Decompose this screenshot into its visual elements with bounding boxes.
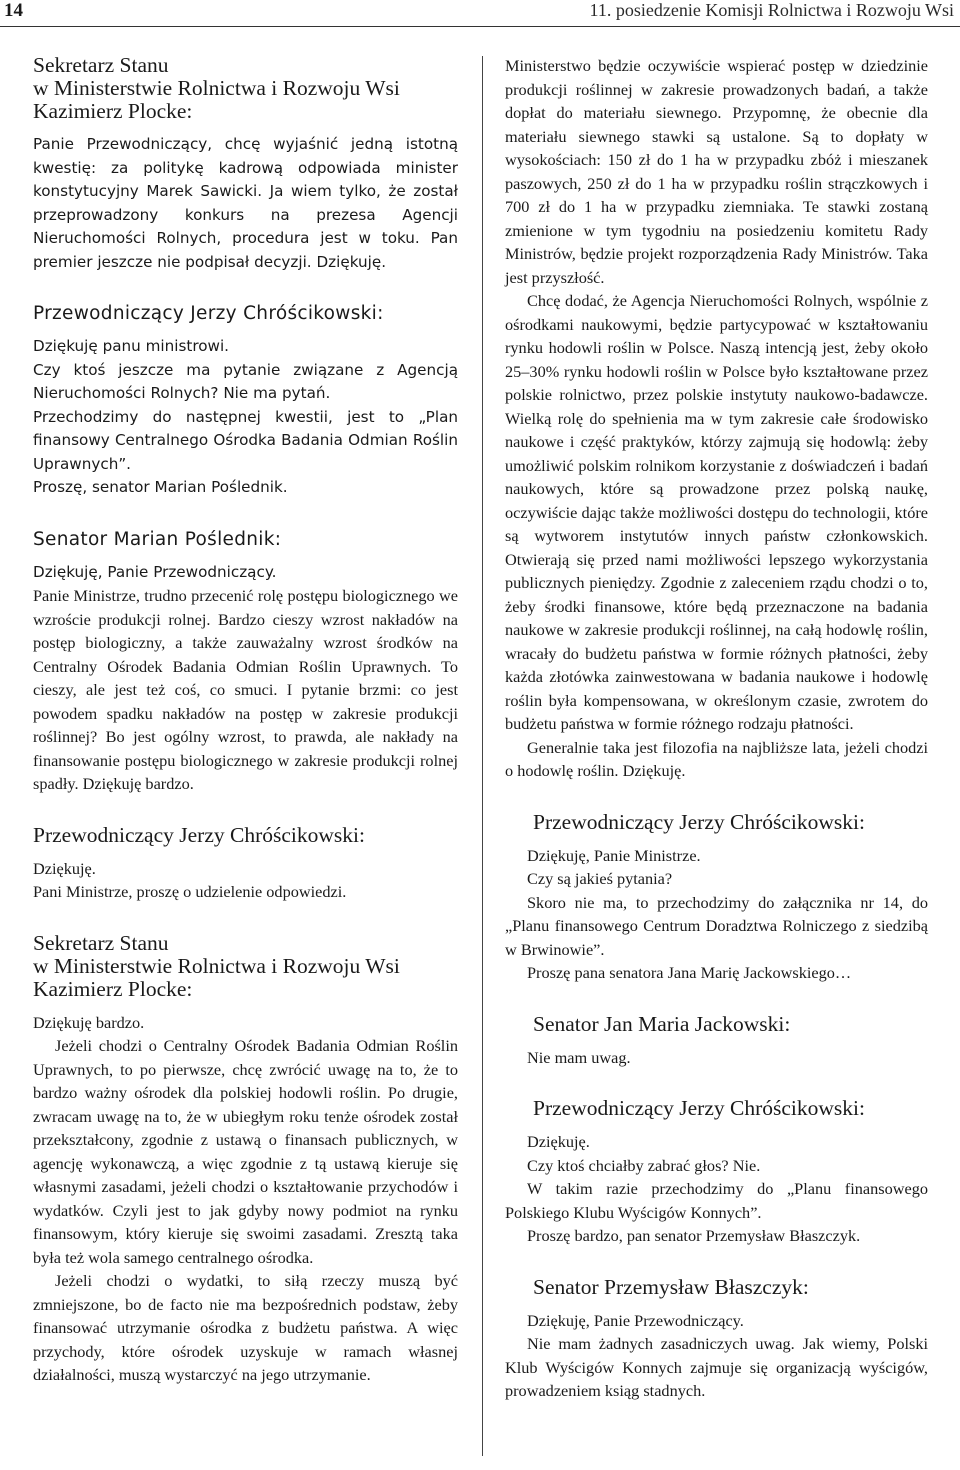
paragraph: Czy są jakieś pytania? bbox=[527, 869, 673, 888]
speaker-line: w Ministerstwie Rolnictwa i Rozwoju Wsi bbox=[33, 953, 400, 978]
speech-block bbox=[505, 54, 928, 783]
speaker-heading bbox=[505, 1276, 928, 1299]
column-divider bbox=[482, 56, 483, 1456]
paragraph: Pani Ministrze, proszę o udzielenie odpowiedzi. bbox=[33, 882, 347, 901]
paragraph: Panie Ministrze, trudno przecenić rolę postępu biologicznego we wzroście produkcji rolnej. Bardzo cieszy wzrost nakładów na postęp biologiczny, a także zauważalny wzrost środków na Centralny Ośrodek Badania Odmian Roślin Uprawnych. To cieszy, ale jest też coś, co smuci. I pytanie brzmi: co jest powodem spadku nakładów na postęp w zakresie produkcji roślinnej? Bo jest ogólny wzrost, to prawda, ale nakłady na finansowanie postępu biologicznego w zakresie produkcji rolnej spadły. Dziękuję bardzo. bbox=[33, 586, 458, 793]
speaker-line: Przewodniczący Jerzy Chróścikowski: bbox=[33, 822, 365, 847]
paragraph: Chcę dodać, że Agencja Nieruchomości Rolnych, wspólnie z ośrodkami naukowymi, będzie partycypować w kształtowaniu rynku hodowli roślin w Polsce. Naszą intencją jest, żeby około 25–30% rynku hodowli roślin w Polsce było kształtowane przez polskie rolnictwo, przez polskie instytuty naukowo-badawcze. Wielką rolę do spełnienia ma w tym zakresie całe środowisko naukowe i część praktyków, którzy zajmują się hodowlą: żeby umożliwić polskim rolnikom korzystanie z doświadczeń i badań naukowych, które są prowadzone przez polską naukę, oczywiście dając także możliwości dostępu do technologii, które są wytworem instytutów innych państw członkowskich. Otwierają się przed nami możliwości lepszego wykorzystania publicznych pieniędzy. Zgodnie z zaleceniem rządu chodzi o to, żeby środki finansowe, które będą przeznaczone na badania naukowe w zakresie produkcji roślinnej, na całą hodowlę roślin, wracały do budżetu państwa w formie różnych płatności, żeby każda złotówka zainwestowana w badania naukowe i hodowlę roślin była kompensowana, w określonym czasie, zwrotem do budżetu państwa w formie różnego rodzaju płatności. bbox=[505, 291, 928, 733]
speaker-line: Senator Marian Poślednik: bbox=[33, 528, 282, 550]
speaker-line: Przewodniczący Jerzy Chróścikowski: bbox=[33, 303, 384, 324]
page-number: 14 bbox=[4, 0, 23, 21]
paragraph: Dziękuję panu ministrowi. bbox=[33, 337, 229, 355]
speaker-line: Senator Przemysław Błaszczyk: bbox=[533, 1274, 809, 1299]
speech-block bbox=[33, 932, 458, 1387]
speaker-heading bbox=[33, 528, 458, 551]
paragraph: Przechodzimy do następnej kwestii, jest to „Plan finansowy Centralnego Ośrodka Badania Odmian Roślin Uprawnych”. bbox=[33, 407, 458, 473]
speech-block bbox=[505, 1013, 928, 1070]
paragraph: Dziękuję bardzo. bbox=[33, 1012, 145, 1032]
speaker-line: Sekretarz Stanu bbox=[33, 930, 169, 955]
paragraph: Nie mam żadnych zasadniczych uwag. Jak wiemy, Polski Klub Wyścigów Konnych zajmuje się organizacją wyścigów, prowadzeniem ksiąg stadnych. bbox=[505, 1334, 928, 1400]
speaker-heading bbox=[505, 1013, 928, 1036]
speech-block bbox=[33, 54, 458, 274]
running-title: 11. posiedzenie Komisji Rolnictwa i Rozwoju Wsi bbox=[589, 0, 954, 20]
left-column bbox=[33, 54, 458, 1387]
speaker-heading bbox=[33, 932, 458, 1001]
paragraph: Panie Przewodniczący, chcę wyjaśnić jedną istotną kwestię: za politykę kadrową odpowiada minister konstytucyjny Marek Sawicki. Ja wiem tylko, że został przeprowadzony konkurs na prezesa Agencji Nieruchomości Rolnych, procedura jest w toku. Pan premier jeszcze nie podpisał decyzji. Dziękuję. bbox=[33, 135, 458, 271]
speaker-line: Senator Jan Maria Jackowski: bbox=[533, 1011, 791, 1036]
paragraph: Czy ktoś jeszcze ma pytanie związane z Agencją Nieruchomości Rolnych? Nie ma pytań. bbox=[33, 360, 458, 402]
speaker-heading bbox=[33, 824, 458, 847]
paragraph: Dziękuję. bbox=[527, 1132, 590, 1151]
paragraph: Ministerstwo będzie oczywiście wspierać postęp w dziedzinie produkcji roślinnej w zakresie prowadzonych badań, a także dopłat do materiału siewnego. Przypomnę, że obecnie dla materiału siewnego stawki są ustalone. Są to dopłaty w wysokościach: 150 zł do 1 ha w przypadku zbóż i mieszanek paszowych, 250 zł do 1 ha w przypadku roślin strączkowych i 700 zł do 1 ha w przypadku ziemniaka. Te stawki zostaną zmienione w tym tygodniu na posiedzeniu komitetu Rady Ministrów, będzie projekt rozporządzenia Rady Ministrów. Taka jest przyszłość. bbox=[505, 56, 928, 287]
paragraph: Dziękuję, Panie Przewodniczący. bbox=[527, 1310, 744, 1330]
right-column bbox=[505, 54, 928, 1403]
paragraph: Dziękuję. bbox=[33, 858, 96, 878]
page-header bbox=[0, 0, 960, 30]
speech-block bbox=[33, 528, 458, 796]
paragraph: Jeżeli chodzi o Centralny Ośrodek Badania Odmian Roślin Uprawnych, to po pierwsze, chcę zwrócić uwagę na to, że to bardzo ważny ośrodek dla polskiej hodowli roślin. Po drugie, zwracam uwagę na to, że w ubiegłym roku tenże ośrodek został przekształcony, zgodnie z ustawą o finansach publicznych, w agencję wykonawczą, a więc zgodnie z tą ustawą kieruje się własnymi zasadami, jeżeli chodzi o kształtowanie przychodów i wydatków. Czyli jest to jak gdyby nowy podmiot na rynku finansowym, który kieruje się swoimi zasadami. Zresztą taka była też wola samego centralnego ośrodka. bbox=[33, 1036, 458, 1267]
speaker-line: Kazimierz Plocke: bbox=[33, 99, 193, 123]
speech-block bbox=[33, 824, 458, 904]
speaker-heading bbox=[33, 54, 458, 123]
speech-block bbox=[505, 1097, 928, 1248]
speech-block bbox=[505, 1276, 928, 1403]
speaker-heading bbox=[505, 811, 928, 834]
paragraph: Nie mam uwag. bbox=[527, 1047, 631, 1067]
paragraph: Skoro nie ma, to przechodzimy do załącznika nr 14, do „Planu finansowego Centrum Doradztwa Rolniczego z siedzibą w Brwinowie”. bbox=[505, 892, 928, 959]
speaker-line: Przewodniczący Jerzy Chróścikowski: bbox=[533, 809, 865, 834]
speech-block bbox=[33, 302, 458, 500]
header-rule bbox=[0, 26, 960, 27]
speaker-line: Sekretarz Stanu bbox=[33, 53, 169, 77]
paragraph: Generalnie taka jest filozofia na najbliższe lata, jeżeli chodzi o hodowlę roślin. Dziękuję. bbox=[505, 737, 928, 780]
speaker-heading bbox=[505, 1097, 928, 1120]
paragraph: Dziękuję, Panie Przewodniczący. bbox=[33, 562, 277, 581]
paragraph: Proszę, senator Marian Poślednik. bbox=[33, 478, 288, 496]
paragraph: Proszę bardzo, pan senator Przemysław Błaszczyk. bbox=[527, 1226, 861, 1245]
speaker-line: w Ministerstwie Rolnictwa i Rozwoju Wsi bbox=[33, 76, 400, 100]
speaker-line: Przewodniczący Jerzy Chróścikowski: bbox=[533, 1096, 865, 1120]
paragraph: Dziękuję, Panie Ministrze. bbox=[527, 845, 701, 865]
speaker-heading bbox=[33, 302, 458, 325]
paragraph: Czy ktoś chciałby zabrać głos? Nie. bbox=[527, 1155, 761, 1175]
speaker-line: Kazimierz Plocke: bbox=[33, 976, 193, 1001]
speech-block bbox=[505, 811, 928, 985]
paragraph: Proszę pana senatora Jana Marię Jackowskiego… bbox=[527, 963, 852, 982]
paragraph: W takim razie przechodzimy do „Planu finansowego Polskiego Klubu Wyścigów Konnych”. bbox=[505, 1179, 928, 1222]
paragraph: Jeżeli chodzi o wydatki, to siłą rzeczy muszą być zmniejszone, bo de facto nie ma bezpośrednich podstaw, żeby finansować utrzymanie ośrodka z budżetu państwa. A więc przychody, które ośrodek uzyskuje w ramach własnej działalności, muszą wystarczyć na jego utrzymanie. bbox=[33, 1271, 458, 1384]
